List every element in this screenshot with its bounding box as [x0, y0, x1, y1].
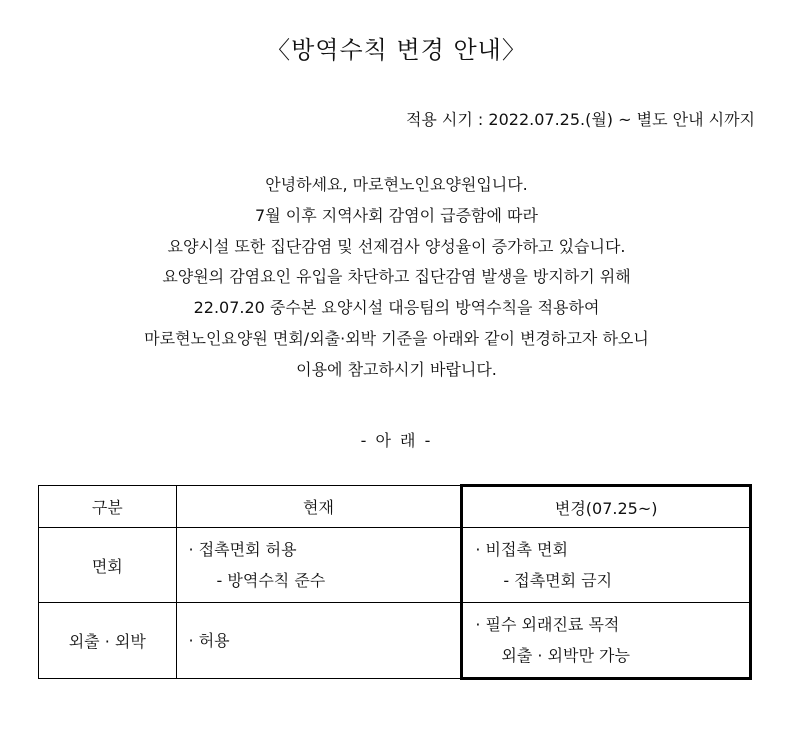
row-current	[176, 603, 462, 679]
body-line: 요양원의 감염요인 유입을 차단하고 집단감염 발생을 방지하기 위해	[162, 267, 631, 287]
page-title: 〈방역수칙 변경 안내〉	[266, 36, 527, 64]
header-category: 구분	[39, 486, 177, 528]
header-changed: 변경(07.25~)	[462, 486, 751, 528]
cell-subline: - 방역수칙 준수	[216, 571, 326, 590]
body-line: 7월 이후 지역사회 감염이 급증함에 따라	[255, 205, 538, 225]
body-line: 이용에 참고하시기 바랍니다.	[296, 359, 497, 379]
cell-line: · 허용	[188, 631, 230, 650]
row-category: 면회	[39, 528, 177, 603]
row-changed	[462, 528, 751, 603]
cell-subline: 외출 · 외박만 가능	[501, 646, 630, 665]
notice-body	[0, 170, 793, 386]
row-current	[176, 528, 462, 603]
body-line: 22.07.20 중수본 요양시설 대응팀의 방역수칙을 적용하여	[193, 298, 600, 318]
body-line: 마로현노인요양원 면회/외출·외박 기준을 아래와 같이 변경하고자 하오니	[144, 328, 649, 348]
header-current: 현재	[176, 486, 462, 528]
cell-line: · 접촉면회 허용	[188, 540, 297, 559]
table-row	[39, 603, 751, 679]
effective-period: 적용 시기 : 2022.07.25.(월) ~ 별도 안내 시까지	[405, 110, 755, 129]
cell-subline: - 접촉면회 금지	[503, 571, 613, 590]
body-line: 요양시설 또한 집단감염 및 선제검사 양성율이 증가하고 있습니다.	[167, 236, 626, 256]
body-line: 안녕하세요, 마로현노인요양원입니다.	[265, 175, 528, 194]
rules-table	[38, 484, 752, 680]
table-header-row	[39, 486, 751, 528]
cell-line: · 비접촉 면회	[475, 540, 568, 559]
cell-line: · 필수 외래진료 목적	[475, 615, 620, 634]
row-changed	[462, 603, 751, 679]
row-category: 외출 · 외박	[39, 603, 177, 679]
section-divider: - 아 래 -	[360, 431, 433, 450]
table-row	[39, 528, 751, 603]
